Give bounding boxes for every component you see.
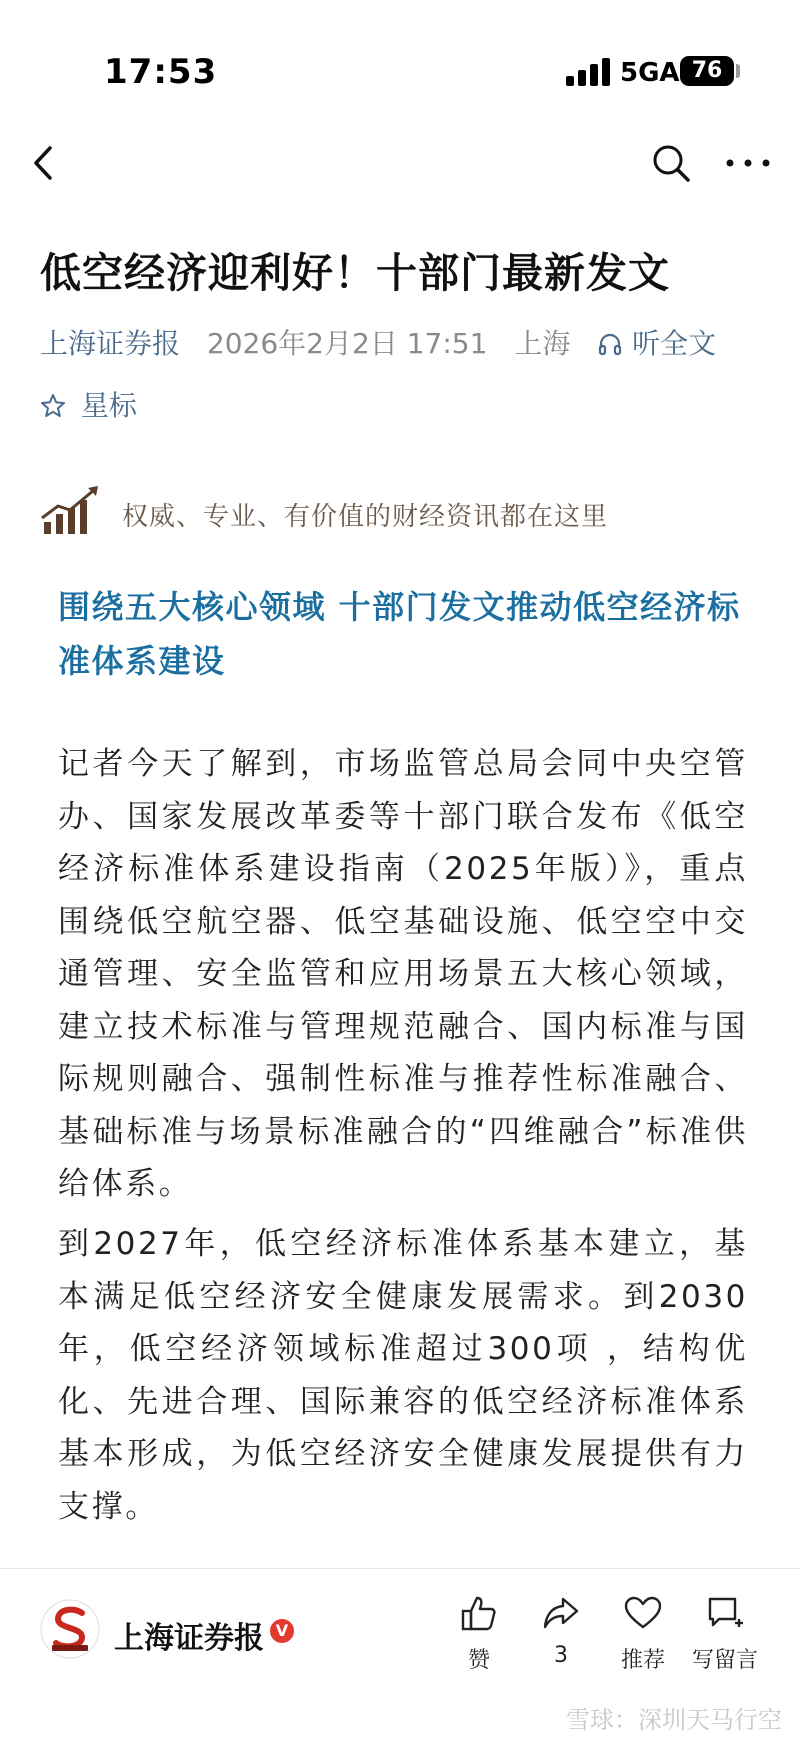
like-button[interactable] (434, 1593, 524, 1674)
signal-icon (566, 58, 612, 86)
verified-badge: V (270, 1619, 294, 1643)
status-bar (0, 0, 800, 120)
article-subhead: 围绕五大核心领域 十部门发文推动低空经济标准体系建设 (58, 588, 741, 680)
article-paragraph: 记者今天了解到，市场监管总局会同中央空管办、国家发展改革委等十部门联合发布《低空经济标准体系建设指南（2025年版）》，重点围绕低空航空器、低空基础设施、低空空中交通管理、安全监管和应用场景五大核心领域，建立技术标准与管理规范融合、国内标准与国际规则融合、强制性标准与推荐性标准融合、基础标准与场景标准融合的“四维融合”标准供给体系。 (58, 746, 748, 1202)
nav-bar (0, 130, 800, 200)
battery-cap (736, 64, 740, 78)
source-link[interactable]: 上海证券报 (40, 327, 181, 360)
search-icon[interactable] (646, 138, 696, 188)
article-meta (40, 322, 780, 362)
recommend-label: 推荐 (620, 1648, 665, 1673)
headphones-icon (597, 331, 623, 357)
share-arrow-icon (541, 1593, 581, 1633)
star-button[interactable] (40, 384, 137, 424)
publish-date: 2026年2月2日 17:51 (206, 327, 488, 360)
chevron-left-icon[interactable] (28, 138, 78, 188)
article-title: 低空经济迎利好！十部门最新发文 (40, 249, 670, 297)
recommend-button[interactable] (598, 1593, 688, 1674)
network-type: 5GA (620, 58, 680, 88)
battery-icon: 76 (680, 56, 734, 86)
heart-icon (623, 1593, 663, 1633)
article-paragraph: 到2027年，低空经济标准体系基本建立，基本满足低空经济安全健康发展需求。到2030年，低空经济领域标准超过300项 ，结构优化、先进合理、国际兼容的低空经济标准体系基本形成，为低空经济安全健康发展提供有力支撑。 (58, 1226, 748, 1525)
comment-button[interactable] (680, 1593, 770, 1674)
star-icon (40, 393, 66, 419)
account-logo[interactable] (40, 1599, 100, 1659)
slogan-text: 权威、专业、有价值的财经资讯都在这里 (122, 502, 609, 532)
publish-location: 上海 (514, 327, 571, 360)
thumbs-up-icon (459, 1593, 499, 1633)
account-name[interactable]: 上海证券报 (114, 1621, 264, 1656)
listen-label: 听全文 (632, 327, 717, 360)
star-label: 星标 (80, 389, 137, 422)
comment-label: 写留言 (691, 1648, 758, 1673)
slogan-banner (40, 484, 760, 540)
share-button[interactable] (516, 1593, 606, 1668)
share-count: 3 (554, 1643, 568, 1668)
watermark: 雪球：深圳天马行空 (566, 1706, 782, 1734)
like-label: 赞 (467, 1648, 490, 1673)
growth-chart-icon (40, 484, 102, 536)
status-time: 17:53 (104, 52, 218, 92)
more-dots-icon[interactable] (720, 138, 776, 188)
listen-button[interactable] (597, 327, 716, 360)
comment-add-icon (705, 1593, 745, 1633)
